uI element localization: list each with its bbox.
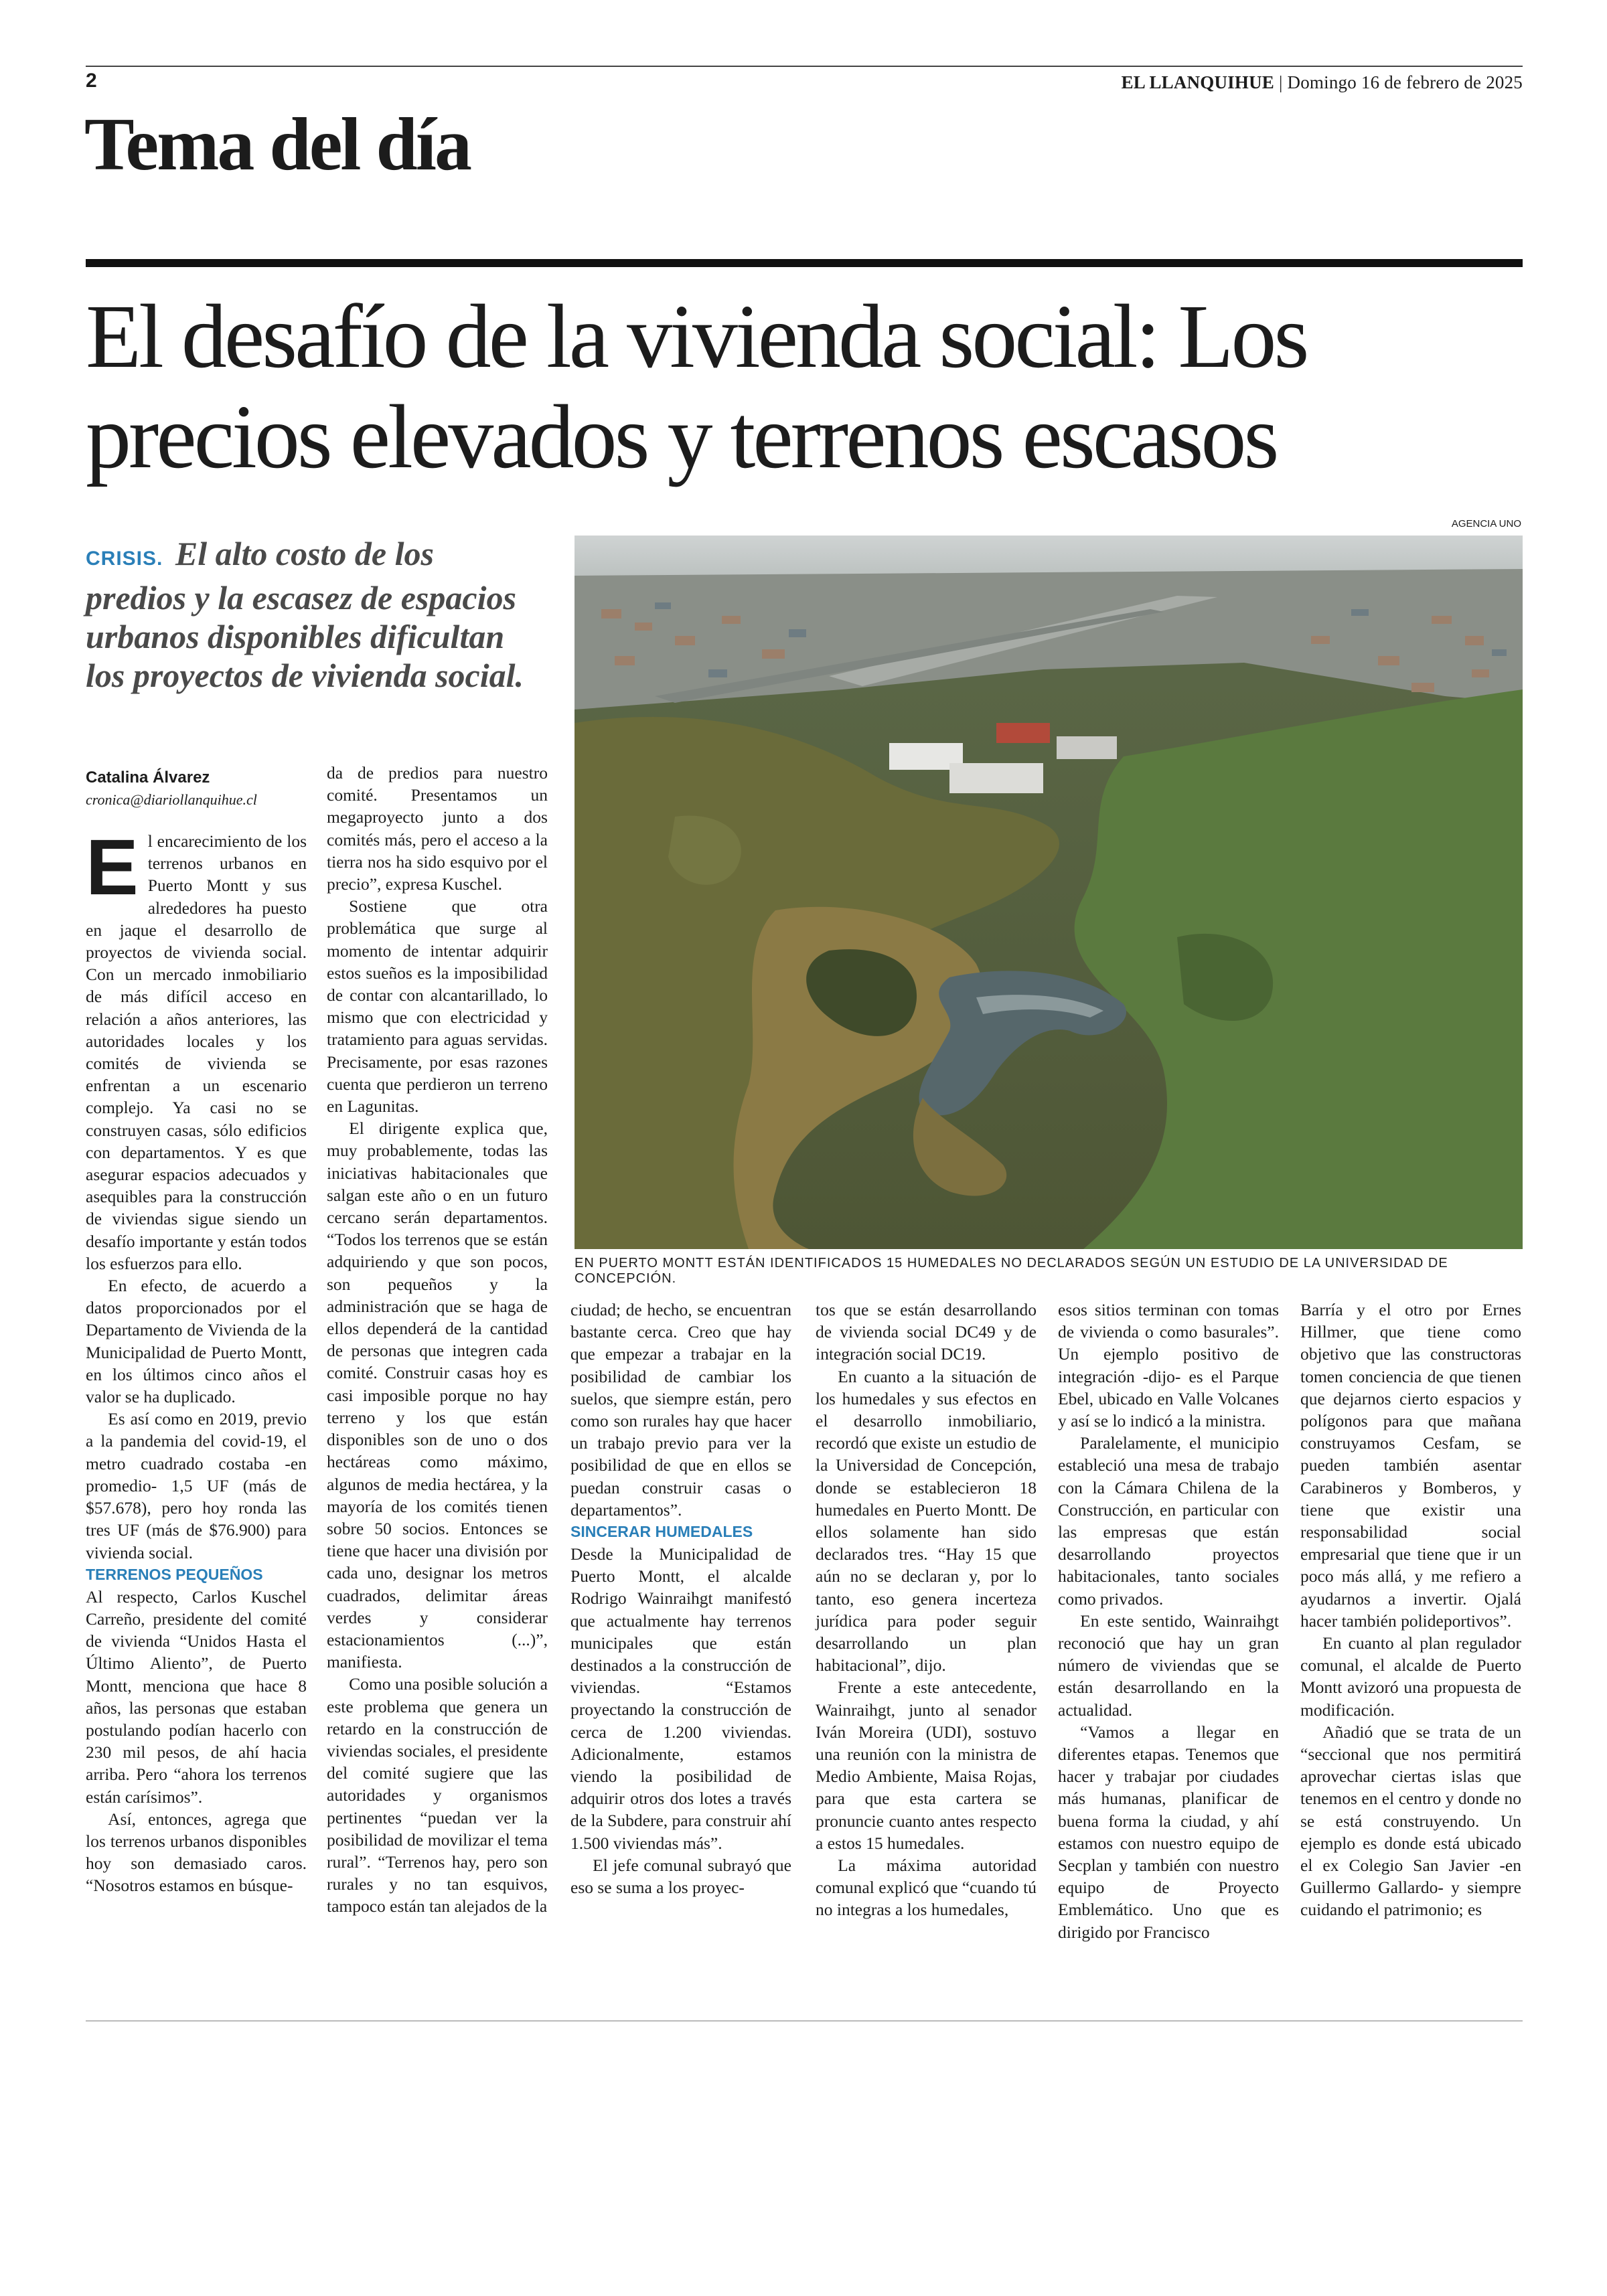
- deck-kicker: CRISIS.: [86, 548, 163, 570]
- paragraph-12: El jefe comunal subrayó que eso se suma a los proyec-: [570, 1855, 791, 1898]
- section-rule: [86, 259, 1523, 267]
- photo-caption: EN PUERTO MONTT ESTÁN IDENTIFICADOS 15 HUMEDALES NO DECLARADOS SEGÚN UN ESTUDIO DE LA UNIVERSIDAD DE CONCEPCIÓN.: [575, 1256, 1448, 1286]
- text-column-5: [1058, 1299, 1279, 1943]
- paragraph-21: Barría y el otro por Ernes Hillmer, que tiene como objetivo que las constructoras tomen conciencia de que tienen que dejarnos cierto espacios y polígonos para que mañana construyamos Cesfam, se pueden también asentar Carabineros y Bomberos, y tiene que existir una responsabilidad social empresarial que tiene que ir un poco más allá, y me refiero a ayudarnos a invertir. Ojalá hacer también polideportivos”.: [1300, 1300, 1521, 1631]
- masthead-separator: |: [1274, 72, 1288, 92]
- aerial-photo-illustration: [575, 536, 1523, 1249]
- paragraph-16: La máxima autoridad comunal explicó que “cuando tú no integras a los humedales,: [816, 1856, 1037, 1920]
- drop-cap: E: [86, 823, 139, 912]
- paragraph-11: Desde la Municipalidad de Puerto Montt, el alcalde Rodrigo Wainraihgt manifestó que actualmente hay terrenos municipales que están destinados a la construcción de viviendas. “Estamos proyectando la construcción de cerca de 1.200 viviendas. Adicionalmente, estamos viendo la posibilidad de adquirir otros dos lotes a través de la Subdere, para construir ahí 1.500 viviendas más”.: [570, 1544, 791, 1853]
- paragraph-9: Como una posible solución a este problema que genera un retardo en la construcción de viviendas sociales, el presidente del comité sugiere que las autoridades y organismos pertinentes “puedan ver la posibilidad de movilizar el tema rural”. “Terrenos hay, pero son rurales y no tan esquivos, tampoco están tan alejados de la: [327, 1674, 548, 1916]
- paragraph-17: esos sitios terminan con tomas de vivienda o como basurales”. Un ejemplo positivo de integración -dijo- es el Parque Ebel, ubicado en Valle Volcanes y así se lo indicó a la ministra.: [1058, 1300, 1279, 1431]
- paragraph-14: En cuanto a la situación de los humedales y sus efectos en el desarrollo inmobiliario, recordó que existe un estudio de la Universidad de Concepción, donde se establecieron 18 humedales en Puerto Montt. De ellos solamente han sido declarados tres. “Hay 15 que aún no se declaran y, por lo tanto, eso genera incerteza jurídica para poder seguir desarrollando un plan habitacional”, dijo.: [816, 1366, 1037, 1675]
- article-deck: [86, 534, 536, 695]
- paragraph-8: El dirigente explica que, muy probablemente, todas las iniciativas habitacionales que salgan este año o en un futuro cercano serán departamentos. “Todos los terrenos que se están adquiriendo y que son pocos, son pequeños y la administración que se haga de ellos dependerá de la cantidad de personas que integren cada comité. Construir casas hoy es casi imposible porque no hay terreno y los que están disponibles son de uno o dos hectáreas como máximo, algunos de media hectárea, y la mayoría de los comités tienen sobre 50 socios. Entonces se tiene que hacer una división por cada uno, designar los metros cuadrados, delimitar áreas verdes y considerar estacionamientos (...)”, manifiesta.: [327, 1119, 548, 1672]
- photo-credit: AGENCIA UNO: [1451, 518, 1521, 529]
- text-column-2: [327, 762, 548, 1918]
- text-column-3: [570, 1299, 791, 1898]
- publication-date: Domingo 16 de febrero de 2025: [1287, 72, 1523, 92]
- section-title: Tema del día: [84, 103, 470, 186]
- newspaper-name: EL LLANQUIHUE: [1121, 72, 1275, 92]
- author-byline: Catalina Álvarez: [86, 768, 210, 787]
- paragraph-19: En este sentido, Wainraihgt reconoció que hay un gran número de viviendas que se están desarrollando en la actualidad.: [1058, 1611, 1279, 1720]
- paragraph-7: Sostiene que otra problemática que surge al momento de intentar adquirir estos sueños es la imposibilidad de contar con alcantarillado, lo mismo que con electricidad y tratamiento para aguas servidas. Precisamente, por esas razones cuenta que perdieron un terreno en Lagunitas.: [327, 896, 548, 1117]
- subhead-sincerar-humedales: SINCERAR HUMEDALES: [570, 1523, 753, 1541]
- paragraph-5: Así, entonces, agrega que los terrenos urbanos disponibles hoy son demasiado caros. “Nosotros estamos en búsque-: [86, 1809, 307, 1896]
- masthead-dateline: [1122, 72, 1523, 93]
- text-column-1: [86, 823, 307, 1897]
- author-email: cronica@diariollanquihue.cl: [86, 791, 257, 808]
- text-column-6: [1300, 1299, 1521, 1921]
- paragraph-22: En cuanto al plan regulador comunal, el alcalde de Puerto Montt avizoró una propuesta de modificación.: [1300, 1633, 1521, 1720]
- paragraph-13: tos que se están desarrollando de vivienda social DC49 y de integración social DC19.: [816, 1300, 1037, 1364]
- text-column-4: [816, 1299, 1037, 1921]
- paragraph-3: Es así como en 2019, previo a la pandemia del covid-19, el metro cuadrado costaba -en promedio- 1,5 UF (más de $57.678), pero hoy ronda las tres UF (más de $76.900) para vivienda social.: [86, 1409, 307, 1562]
- paragraph-18: Paralelamente, el municipio estableció una mesa de trabajo con la Cámara Chilena de la Construcción, en particular con las empresas que están desarrollando proyectos habitacionales, tanto sociales como privados.: [1058, 1433, 1279, 1609]
- aerial-photo: [575, 536, 1523, 1249]
- paragraph-1-text: l encarecimiento de los terrenos urbanos en Puerto Montt y sus alrededores ha puesto en jaque el desarrollo de proyectos de vivienda social. Con un mercado inmobiliario de más difícil acceso en relación a años anteriores, las autoridades locales y los comités de vivienda se enfrentan a un escenario complejo. Ya casi no se construyen casas, sólo edificios con departamentos. Y es que asegurar espacios adecuados y asequibles para la construcción de viviendas sigue siendo un desafío importante y están todos los esfuerzos para ello.: [86, 831, 307, 1273]
- paragraph-20: “Vamos a llegar en diferentes etapas. Tenemos que hacer y trabajar por ciudades más humanas, planificar de buena forma la ciudad, y ahí estamos con nuestro equipo de Secplan y también con nuestro equipo de Proyecto Emblemático. Uno que es dirigido por Francisco: [1058, 1722, 1279, 1942]
- paragraph-10: ciudad; de hecho, se encuentran bastante cerca. Creo que hay que empezar a trabajar en la posibilidad de cambiar los suelos, que siempre están, pero como son rurales hay que hacer un trabajo previo para ver la posibilidad de que en ellos se puedan construir casas o departamentos”.: [570, 1300, 791, 1520]
- article-headline: El desafío de la vivienda social: Los precios elevados y terrenos escasos: [86, 286, 1307, 487]
- paragraph-15: Frente a este antecedente, Wainraihgt, junto al senador Iván Moreira (UDI), sostuvo una reunión con la ministra de Medio Ambiente, Maisa Rojas, para que esta cartera se pronuncie cuanto antes respecto a estos 15 humedales.: [816, 1677, 1037, 1853]
- top-rule: [86, 66, 1523, 67]
- deck-text: El alto costo de los predios y la escasez de espacios urbanos disponibles dificultan los proyectos de vivienda social.: [86, 535, 524, 694]
- paragraph-1: [86, 823, 307, 1275]
- paragraph-6: da de predios para nuestro comité. Presentamos un megaproyecto junto a dos comités más, pero el acceso a la tierra nos ha sido esquivo por el precio”, expresa Kuschel.: [327, 763, 548, 894]
- bottom-rule: [86, 2020, 1523, 2022]
- paragraph-23: Añadió que se trata de un “seccional que nos permitirá aprovechar ciertas islas que tenemos en el centro y donde no se está construyendo. Un ejemplo es donde está ubicado el ex Colegio San Javier -en Guillermo Gallardo- y siempre cuidando el patrimonio; es: [1300, 1722, 1521, 1920]
- paragraph-4: Al respecto, Carlos Kuschel Carreño, presidente del comité de vivienda “Unidos Hasta el Último Aliento”, de Puerto Montt, menciona que hace 8 años, las personas que estaban postulando podían hacerlo con 230 mil pesos, de ahí hacia arriba. Pero “ahora los terrenos están carísimos”.: [86, 1586, 307, 1807]
- page-number: 2: [86, 70, 97, 92]
- paragraph-2: En efecto, de acuerdo a datos proporcionados por el Departamento de Vivienda de la Municipalidad de Puerto Montt, en los últimos cinco años el valor se ha duplicado.: [86, 1276, 307, 1407]
- subhead-terrenos-pequenos: TERRENOS PEQUEÑOS: [86, 1565, 263, 1583]
